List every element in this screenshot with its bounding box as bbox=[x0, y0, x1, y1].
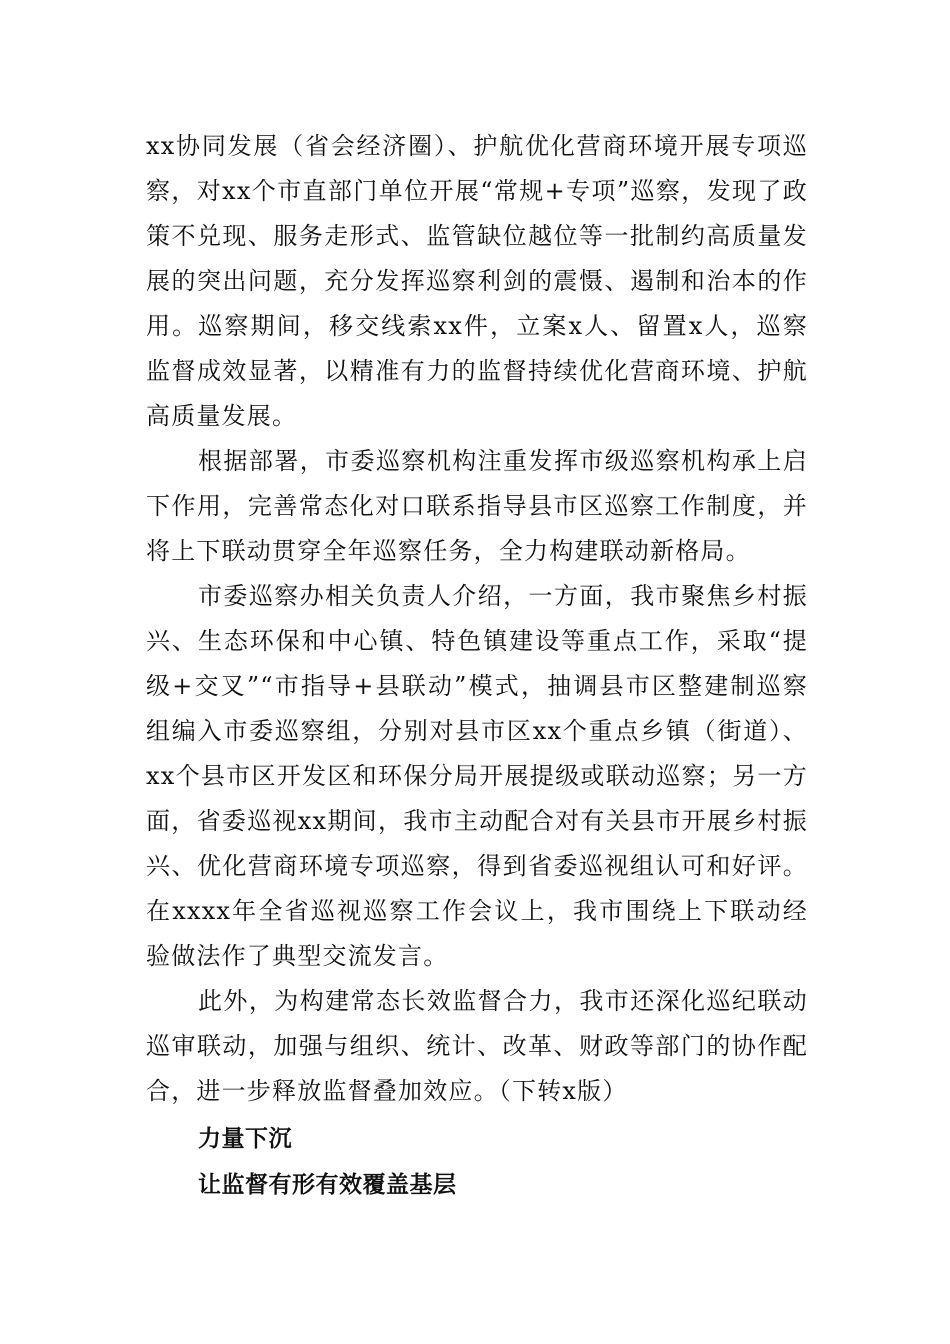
paragraph-2: 根据部署，市委巡察机构注重发挥市级巡察机构承上启下作用，完善常态化对口联系指导县市区巡察工作制度，并将上下联动贯穿全年巡察任务，全力构建联动新格局。 bbox=[146, 447, 808, 565]
paragraph-3: 市委巡察办相关负责人介绍，一方面，我市聚焦乡村振兴、生态环保和中心镇、特色镇建设等重点工作，采取“提级+交叉”“市指导+县联动”模式，抽调县市区整建制巡察组编入市委巡察组，分别对县市区xx个重点乡镇（街道）、xx个县市区开发区和环保分局开展提级或联动巡察；另一方面，省委巡视xx期间，我市主动配合对有关县市开展乡村振兴、优化营商环境专项巡察，得到省委巡视组认可和好评。在xxxx年全省巡视巡察工作会议上，我市围绕上下联动经验做法作了典型交流发言。 bbox=[146, 582, 808, 970]
section-heading: 力量下沉 bbox=[198, 1126, 292, 1152]
document-body bbox=[146, 124, 808, 1208]
paragraph-4: 此外，为构建常态长效监督合力，我市还深化巡纪联动巡审联动，加强与组织、统计、改革、财政等部门的协作配合，进一步释放监督叠加效应。（下转x版） bbox=[146, 987, 808, 1105]
paragraph-1: xx协同发展（省会经济圈）、护航优化营商环境开展专项巡察，对xx个市直部门单位开展“常规+专项”巡察，发现了政策不兑现、服务走形式、监管缺位越位等一批制约高质量发展的突出问题，充分发挥巡察利剑的震慑、遏制和治本的作用。巡察期间，移交线索xx件，立案x人、留置x人，巡察监督成效显著，以精准有力的监督持续优化营商环境、护航高质量发展。 bbox=[146, 132, 808, 430]
section-subheading: 让监督有形有效覆盖基层 bbox=[198, 1172, 457, 1198]
